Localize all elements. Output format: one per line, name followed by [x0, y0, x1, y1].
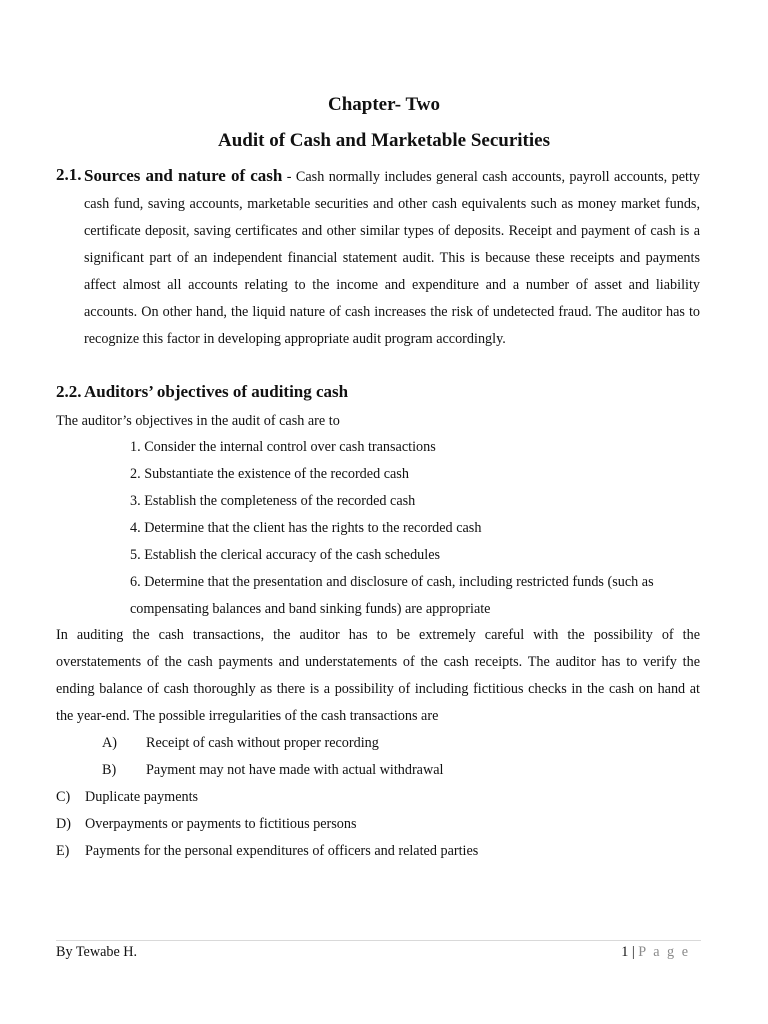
objectives-list [130, 434, 700, 623]
section-body: Cash normally includes general cash accounts, payroll accounts, petty cash fund, saving accounts, marketable securities and other cash equivalents such as money market funds, certificate deposit, saving certificates and other similar types of deposits. Receipt and payment of cash is a significant part of an independent financial statement audit. This is because these receipts and payments affect almost all accounts relating to the income and expenditure and a number of asset and liability accounts. On other hand, the liquid nature of cash increases the risk of undetected fraud. The auditor has to recognize this factor in developing appropriate audit program accordingly. [84, 169, 700, 347]
footer-author: By Tewabe H. [56, 944, 138, 960]
list-label: A) [102, 735, 117, 751]
irregularities-paragraph: In auditing the cash transactions, the auditor has to be extremely careful with the possibility of the overstatements of the cash payments and understatements of the cash receipts. The auditor has to verify the ending balance of cash thoroughly as there is a possibility of including fictitious checks in the cash on hand at the year-end. The possible irregularities of the cash transactions are [56, 627, 700, 724]
page-title: Audit of Cash and Marketable Securities [218, 130, 550, 151]
list-label: B) [102, 762, 117, 778]
list-item [56, 784, 198, 811]
page-separator: | [628, 944, 639, 960]
list-number: 5. [130, 547, 141, 563]
list-text: Substantiate the existence of the recorded cash [144, 466, 409, 482]
list-text: Payments for the personal expenditures of officers and related parties [85, 843, 479, 859]
list-label: C) [56, 789, 71, 805]
section-number: 2.1. [56, 165, 82, 184]
list-text: Establish the completeness of the recorded cash [144, 493, 416, 509]
list-text: Receipt of cash without proper recording [146, 735, 379, 751]
page-indicator [621, 940, 690, 964]
list-text: Overpayments or payments to fictitious persons [85, 816, 357, 832]
list-item [56, 838, 478, 865]
list-item [130, 461, 700, 488]
list-number: 1. [130, 439, 141, 455]
section-number: 2.2. [56, 382, 82, 401]
section-paragraph [84, 162, 700, 353]
list-label: E) [56, 843, 70, 859]
list-text: Establish the clerical accuracy of the cash schedules [144, 547, 441, 563]
objectives-intro: The auditor’s objectives in the audit of cash are to [56, 413, 340, 429]
list-item [102, 757, 443, 784]
list-text: Consider the internal control over cash transactions [144, 439, 436, 455]
section-heading: Sources and nature of cash [84, 166, 283, 185]
page-number: 1 [621, 944, 629, 960]
list-item [130, 434, 700, 461]
list-item [102, 730, 379, 757]
list-item [130, 515, 700, 542]
list-number: 4. [130, 520, 141, 536]
list-item [56, 811, 356, 838]
list-number: 2. [130, 466, 141, 482]
chapter-title: Chapter- Two [327, 94, 441, 115]
list-text: Determine that the presentation and disclosure of cash, including restricted funds (such as compensating balances and band sinking funds) are appropriate [130, 574, 654, 617]
heading-separator: - [282, 169, 296, 185]
footer-divider [56, 940, 701, 941]
page-word: P a g e [638, 944, 690, 960]
list-number: 3. [130, 493, 141, 509]
list-label: D) [56, 816, 71, 832]
list-text: Payment may not have made with actual withdrawal [146, 762, 444, 778]
list-text: Duplicate payments [85, 789, 199, 805]
list-number: 6. [130, 574, 141, 590]
list-item [130, 488, 700, 515]
list-item [130, 542, 700, 569]
list-text: Determine that the client has the rights to the recorded cash [144, 520, 482, 536]
list-item [130, 569, 700, 623]
section-heading: Auditors’ objectives of auditing cash [84, 382, 349, 401]
